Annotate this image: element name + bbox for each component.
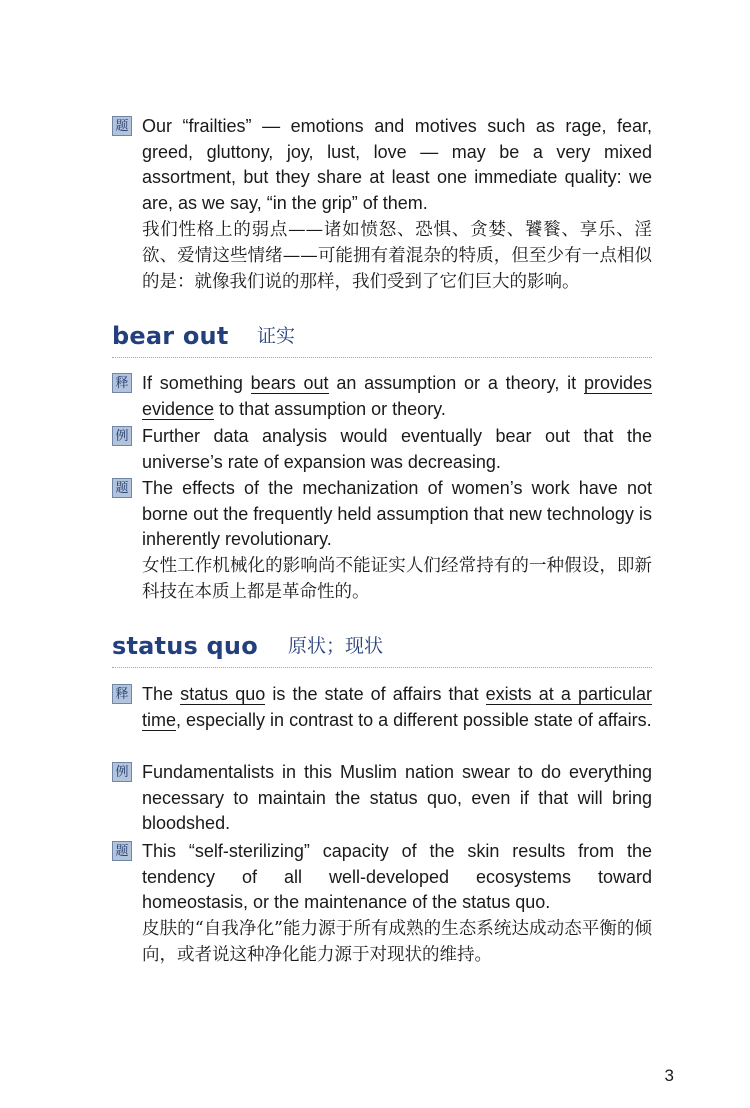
dotted-divider bbox=[112, 357, 652, 358]
question-chinese-translation: 我们性格上的弱点——诸如愤怒、恐惧、贪婪、饕餮、享乐、淫欲、爱情这些情绪——可能拥有着混杂的特质，但至少有一点相似的是：就像我们说的那样，我们受到了它们巨大的影响。 bbox=[142, 219, 652, 292]
term-title: status quo bbox=[112, 632, 258, 660]
underlined-phrase: provides evidence bbox=[142, 373, 652, 419]
example-text: Further data analysis would eventually bear out that the universe’s rate of expansion was decreasing. bbox=[142, 426, 652, 472]
example-item bbox=[112, 424, 652, 475]
definition-item bbox=[112, 682, 652, 733]
question-item bbox=[112, 839, 652, 968]
underlined-phrase: exists at a particular time bbox=[142, 684, 652, 730]
question-english-text: The effects of the mechanization of women’s work have not borne out the frequently held assumption that new technology is inherently revolutionary. bbox=[142, 478, 652, 550]
question-item bbox=[112, 114, 652, 295]
example-item bbox=[112, 760, 652, 837]
example-marker-icon: 例 bbox=[112, 426, 132, 446]
term-gloss: 原状；现状 bbox=[288, 635, 384, 657]
underlined-term: status quo bbox=[180, 684, 266, 704]
page-number: 3 bbox=[664, 1066, 674, 1085]
term-heading-status-quo bbox=[112, 628, 652, 668]
definition-marker-icon: 释 bbox=[112, 373, 132, 393]
question-english-text: Our “frailties” — emotions and motives such as rage, fear, greed, gluttony, joy, lust, love — may be a very mixed assortment, but they share at least one immediate quality: we are, as we say, “in the grip” of them. bbox=[142, 116, 652, 214]
question-marker-icon: 题 bbox=[112, 478, 132, 498]
question-english-text: This “self-sterilizing” capacity of the skin results from the tendency of all well-developed ecosystems toward homeostasis, or the maintenance of the status quo. bbox=[142, 841, 652, 913]
term-title: bear out bbox=[112, 322, 229, 350]
question-marker-icon: 题 bbox=[112, 116, 132, 136]
question-chinese-translation: 皮肤的“自我净化”能力源于所有成熟的生态系统达成动态平衡的倾向，或者说这种净化能力源于对现状的维持。 bbox=[142, 919, 652, 966]
definition-text: The status quo is the state of affairs that exists at a particular time, especially in contrast to a different possible state of affairs. bbox=[142, 684, 652, 730]
question-item bbox=[112, 476, 652, 605]
dotted-divider bbox=[112, 667, 652, 668]
question-marker-icon: 题 bbox=[112, 841, 132, 861]
definition-item bbox=[112, 371, 652, 422]
question-chinese-translation: 女性工作机械化的影响尚不能证实人们经常持有的一种假设，即新科技在本质上都是革命性的。 bbox=[142, 556, 652, 603]
example-marker-icon: 例 bbox=[112, 762, 132, 782]
underlined-term: bears out bbox=[250, 373, 329, 393]
definition-text: If something bears out an assumption or a theory, it provides evidence to that assumption or theory. bbox=[142, 373, 652, 419]
definition-marker-icon: 释 bbox=[112, 684, 132, 704]
example-text: Fundamentalists in this Muslim nation swear to do everything necessary to maintain the status quo, even if that will bring bloodshed. bbox=[142, 762, 652, 834]
term-heading-bear-out bbox=[112, 318, 652, 358]
term-gloss: 证实 bbox=[257, 325, 296, 347]
